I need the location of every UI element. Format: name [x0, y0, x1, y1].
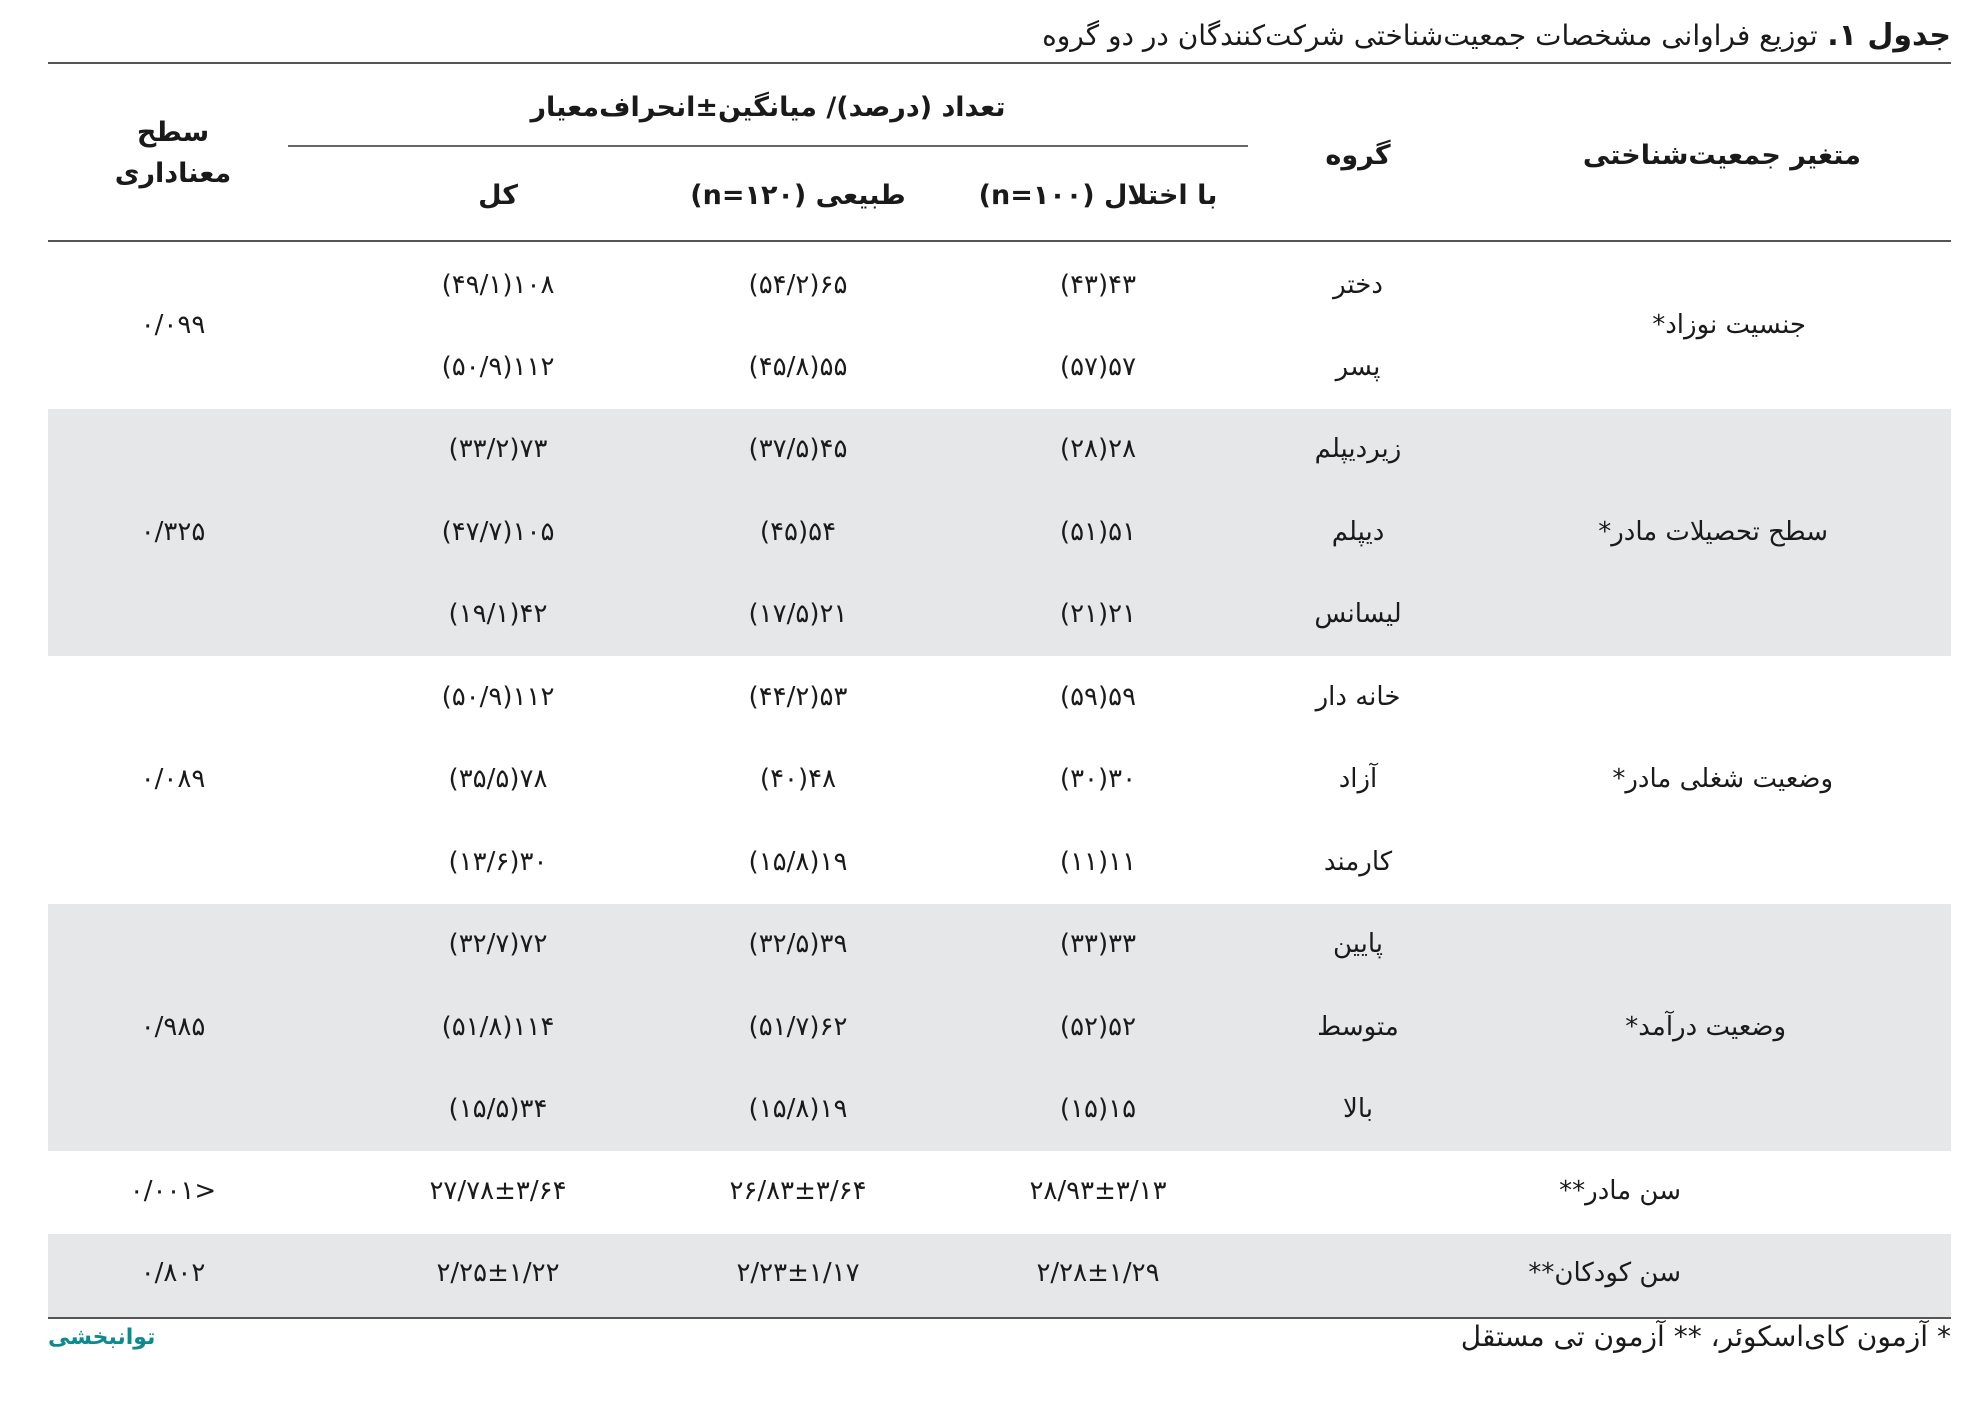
total-cell: ۳۰(۱۳/۶): [448, 847, 548, 877]
total-cell: ۱۰۸(۴۹/۱): [441, 270, 555, 300]
group-cell: زیردیپلم: [1314, 434, 1402, 464]
journal-logo: توانبخشی: [48, 1325, 156, 1350]
group-cell: خانه دار: [1315, 682, 1401, 712]
disorder-cell: ۱۵(۱۵): [1059, 1094, 1137, 1124]
normal-cell: ۶۲(۵۱/۷): [748, 1012, 848, 1042]
disorder-cell: ۳۳(۳۳): [1059, 929, 1137, 959]
top-rule: [48, 62, 1951, 64]
header-group: گروه: [1325, 140, 1391, 171]
disorder-cell: ۳۰(۳۰): [1059, 764, 1137, 794]
group-cell: آزاد: [1338, 764, 1378, 794]
variable-label: سطح تحصیلات مادر*: [1598, 517, 1828, 547]
disorder-cell: ۵۲(۵۲): [1059, 1012, 1137, 1042]
total-cell: ۱۱۴(۵۱/۸): [441, 1012, 555, 1042]
disorder-cell: ۲۸/۹۳±۳/۱۳: [1029, 1176, 1167, 1206]
group-cell: پسر: [1335, 352, 1381, 382]
total-cell: ۱۱۲(۵۰/۹): [441, 682, 555, 712]
caption-text: توزیع فراوانی مشخصات جمعیت‌شناختی شرکت‌کنندگان در دو گروه: [1042, 19, 1818, 52]
total-cell: ۴۲(۱۹/۱): [448, 599, 548, 629]
normal-cell: ۱۹(۱۵/۸): [748, 847, 848, 877]
table-footnote: * آزمون کای‌اسکوئر، ** آزمون تی مستقل: [1460, 1320, 1951, 1353]
header-significance-2: معناداری: [114, 158, 232, 189]
normal-cell: ۳۹(۳۲/۵): [748, 929, 848, 959]
group-cell: بالا: [1343, 1094, 1373, 1124]
variable-label: جنسیت نوزاد*: [1652, 310, 1806, 340]
header-bottom-rule: [48, 240, 1951, 242]
disorder-cell: ۲۱(۲۱): [1059, 599, 1137, 629]
total-cell: ۱۱۲(۵۰/۹): [441, 352, 555, 382]
variable-label: وضعیت درآمد*: [1625, 1012, 1786, 1042]
total-cell: ۲/۲۵±۱/۲۲: [436, 1258, 560, 1288]
normal-cell: ۵۳(۴۴/۲): [748, 682, 848, 712]
normal-cell: ۵۴(۴۵): [759, 517, 837, 547]
total-cell: ۷۲(۳۲/۷): [448, 929, 548, 959]
p-value: ۰/۸۰۲: [140, 1258, 206, 1288]
disorder-cell: ۲/۲۸±۱/۲۹: [1036, 1258, 1160, 1288]
header-variable: متغیر جمعیت‌شناختی: [1582, 140, 1861, 171]
header-col-normal: طبیعی (n=۱۲۰): [690, 180, 906, 211]
total-cell: ۷۳(۳۳/۲): [448, 434, 548, 464]
table-caption: [1042, 18, 1951, 53]
total-cell: ۱۰۵(۴۷/۷): [441, 517, 555, 547]
p-value: ۰/۰۹۹: [140, 310, 206, 340]
group-cell: دختر: [1333, 270, 1383, 300]
variable-label: سن مادر**: [1559, 1176, 1681, 1206]
normal-cell: ۵۵(۴۵/۸): [748, 352, 848, 382]
total-cell: ۷۸(۳۵/۵): [448, 764, 548, 794]
group-cell: دیپلم: [1331, 517, 1385, 547]
normal-cell: ۱۹(۱۵/۸): [748, 1094, 848, 1124]
group-cell: لیسانس: [1314, 599, 1402, 629]
group-cell: پایین: [1332, 929, 1384, 959]
variable-label: وضعیت شغلی مادر*: [1612, 764, 1833, 794]
disorder-cell: ۵۷(۵۷): [1059, 352, 1137, 382]
header-col-total: کل: [478, 180, 518, 211]
normal-cell: ۲۶/۸۳±۳/۶۴: [729, 1176, 867, 1206]
bottom-rule: [48, 1317, 1951, 1319]
p-value: <۰/۰۰۱: [129, 1176, 217, 1206]
normal-cell: ۴۸(۴۰): [759, 764, 837, 794]
header-significance-1: سطح: [136, 117, 210, 148]
p-value: ۰/۳۲۵: [140, 517, 206, 547]
header-stat-group: تعداد (درصد)/ میانگین±انحراف‌معیار: [530, 92, 1006, 123]
disorder-cell: ۵۹(۵۹): [1059, 682, 1137, 712]
normal-cell: ۴۵(۳۷/۵): [748, 434, 848, 464]
normal-cell: ۲/۲۳±۱/۱۷: [736, 1258, 860, 1288]
disorder-cell: ۲۸(۲۸): [1059, 434, 1137, 464]
normal-cell: ۲۱(۱۷/۵): [748, 599, 848, 629]
group-cell: کارمند: [1323, 847, 1393, 877]
variable-label: سن کودکان**: [1528, 1258, 1681, 1288]
disorder-cell: ۱۱(۱۱): [1059, 847, 1137, 877]
header-col-disorder: با اختلال (n=۱۰۰): [978, 180, 1218, 211]
disorder-cell: ۵۱(۵۱): [1059, 517, 1137, 547]
header-subrule: [288, 145, 1248, 147]
demographics-table: [48, 62, 1951, 1324]
total-cell: ۳۴(۱۵/۵): [448, 1094, 548, 1124]
total-cell: ۲۷/۷۸±۳/۶۴: [429, 1176, 567, 1206]
normal-cell: ۶۵(۵۴/۲): [748, 270, 848, 300]
p-value: ۰/۹۸۵: [140, 1012, 206, 1042]
p-value: ۰/۰۸۹: [140, 764, 206, 794]
group-cell: متوسط: [1317, 1012, 1399, 1042]
disorder-cell: ۴۳(۴۳): [1059, 270, 1137, 300]
caption-label: جدول ۱.: [1827, 18, 1951, 53]
